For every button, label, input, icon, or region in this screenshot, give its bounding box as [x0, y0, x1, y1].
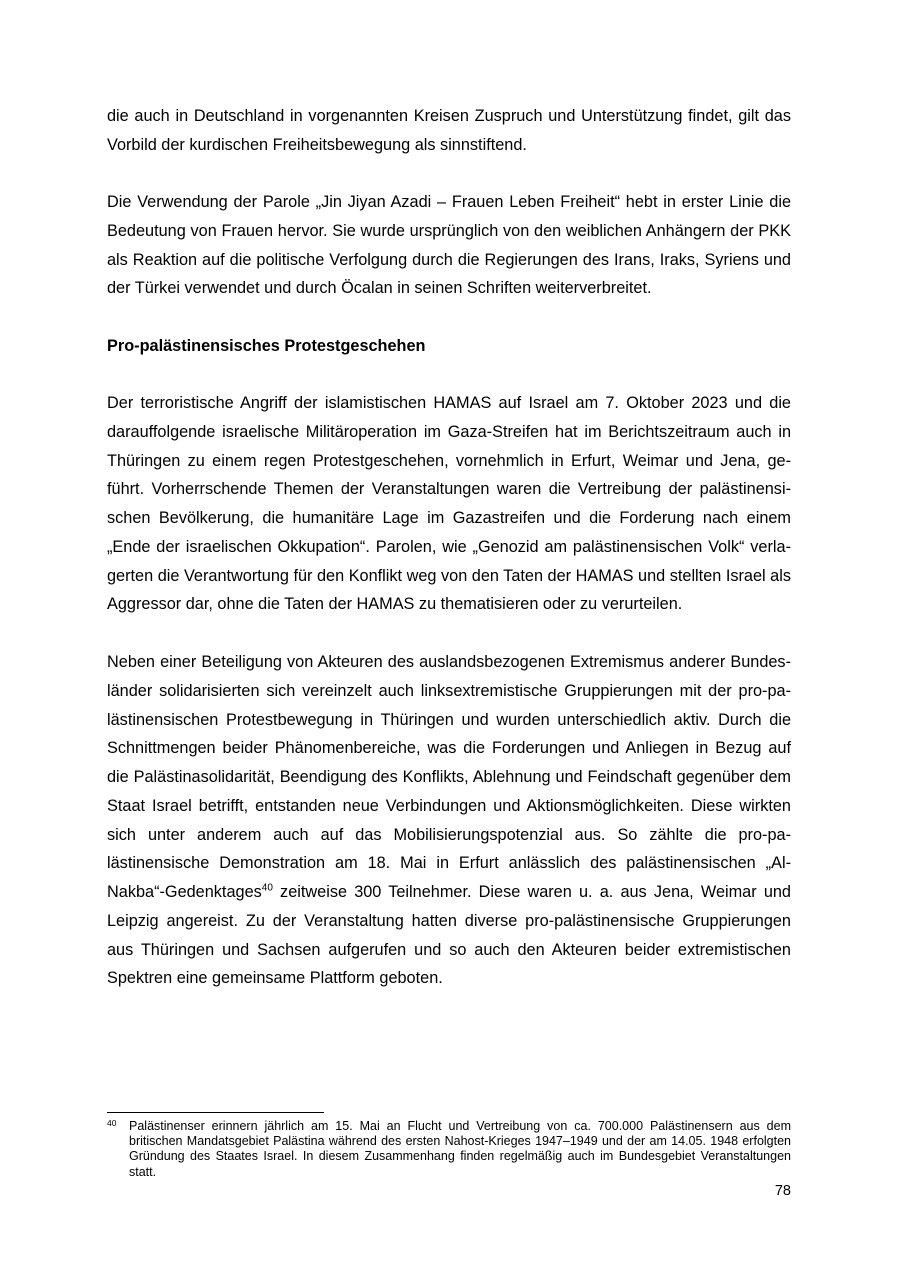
- paragraph-protest-movement: [107, 648, 791, 993]
- paragraph-text-part: Neben einer Beteiligung von Akteuren des auslandsbezogenen Extremismus anderer Bundesländer solidarisierten sich vereinzelt auch linksextremistische Gruppierungen mit der pro-palästinensischen Protestbewegung in Thüringen und wurden unterschiedlich aktiv. Durch die Schnittmengen beider Phänomenbereiche, was die Forderungen und Anliegen in Bezug auf die Palästinasolidarität, Beendigung des Konflikts, Ablehnung und Feindschaft gegenüber dem Staat Israel betrifft, entstanden neue Verbindungen und Aktionsmöglichkeiten. Diese wirkten sich unter anderem auch auf das Mobilisierungspotenzial aus. So zählte die pro-palästinensische Demonstration am 18. Mai in Erfurt anlässlich des palästinensischen „Al-Nakba“-Gedenktages: [107, 653, 791, 901]
- paragraph-text: die auch in Deutschland in vorgenannten Kreisen Zuspruch und Unterstützung findet, gilt das Vorbild der kurdischen Freiheitsbewegung als sinnstiftend.: [107, 107, 791, 154]
- paragraph-text: Der terroristische Angriff der islamistischen HAMAS auf Israel am 7. Oktober 2023 und die darauffolgende israelische Militäroperation im Gaza-Streifen hat im Berichtszeitraum auch in Thüringen zu einem regen Protestgeschehen, vornehmlich in Erfurt, Weimar und Jena, geführt. Vorherrschende Themen der Veranstaltungen waren die Vertreibung der palästinensischen Bevölkerung, die humanitäre Lage im Gazastreifen und die Forderung nach einem „Ende der israelischen Okkupation“. Parolen, wie „Genozid am palästinensischen Volk“ verlagerten die Verantwortung für den Konflikt weg von den Taten der HAMAS und stellten Israel als Aggressor dar, ohne die Taten der HAMAS zu thematisieren oder zu verurteilen.: [107, 394, 791, 614]
- section-heading: Pro-palästinensisches Protestgeschehen: [107, 337, 426, 355]
- paragraph-hamas-attack: [107, 389, 791, 619]
- paragraph-text: [107, 648, 791, 993]
- paragraph-text-part: zeitweise 300 Teilnehmer. Diese waren u. a. aus Jena, Weimar und Leipzig angereist. Zu der Veranstaltung hatten diverse pro-palästinensische Gruppierungen aus Thüringen und Sachsen aufgerufen und so auch den Akteuren beider extremistischen Spektren eine gemeinsame Plattform geboten.: [107, 883, 791, 988]
- footnote: [107, 1119, 791, 1180]
- footnote-number: 40: [107, 1118, 117, 1128]
- footnote-divider: [107, 1112, 324, 1113]
- page-number: 78: [774, 1183, 791, 1199]
- footnote-reference[interactable]: 40: [261, 882, 273, 894]
- footnote-text: Palästinenser erinnern jährlich am 15. Mai an Flucht und Vertreibung von ca. 700.000 Palästinensern aus dem britischen Mandatsgebiet Palästina während des ersten Nahost-Krieges 1947–1949 und der am 14.05. 1948 erfolgten Gründung des Staates Israel. In diesem Zusammenhang finden regelmäßig auch im Bundesgebiet Veranstaltungen statt.: [129, 1119, 791, 1179]
- paragraph-slogan: [107, 188, 791, 303]
- paragraph-text: Die Verwendung der Parole „Jin Jiyan Azadi – Frauen Leben Freiheit“ hebt in erster Linie die Bedeutung von Frauen hervor. Sie wurde ursprünglich von den weiblichen Anhängern der PKK als Reaktion auf die politische Verfolgung durch die Regierungen des Irans, Iraks, Syriens und der Türkei verwendet und durch Öcalan in seinen Schriften weiterverbreitet.: [107, 193, 791, 298]
- paragraph-continuation: [107, 102, 791, 160]
